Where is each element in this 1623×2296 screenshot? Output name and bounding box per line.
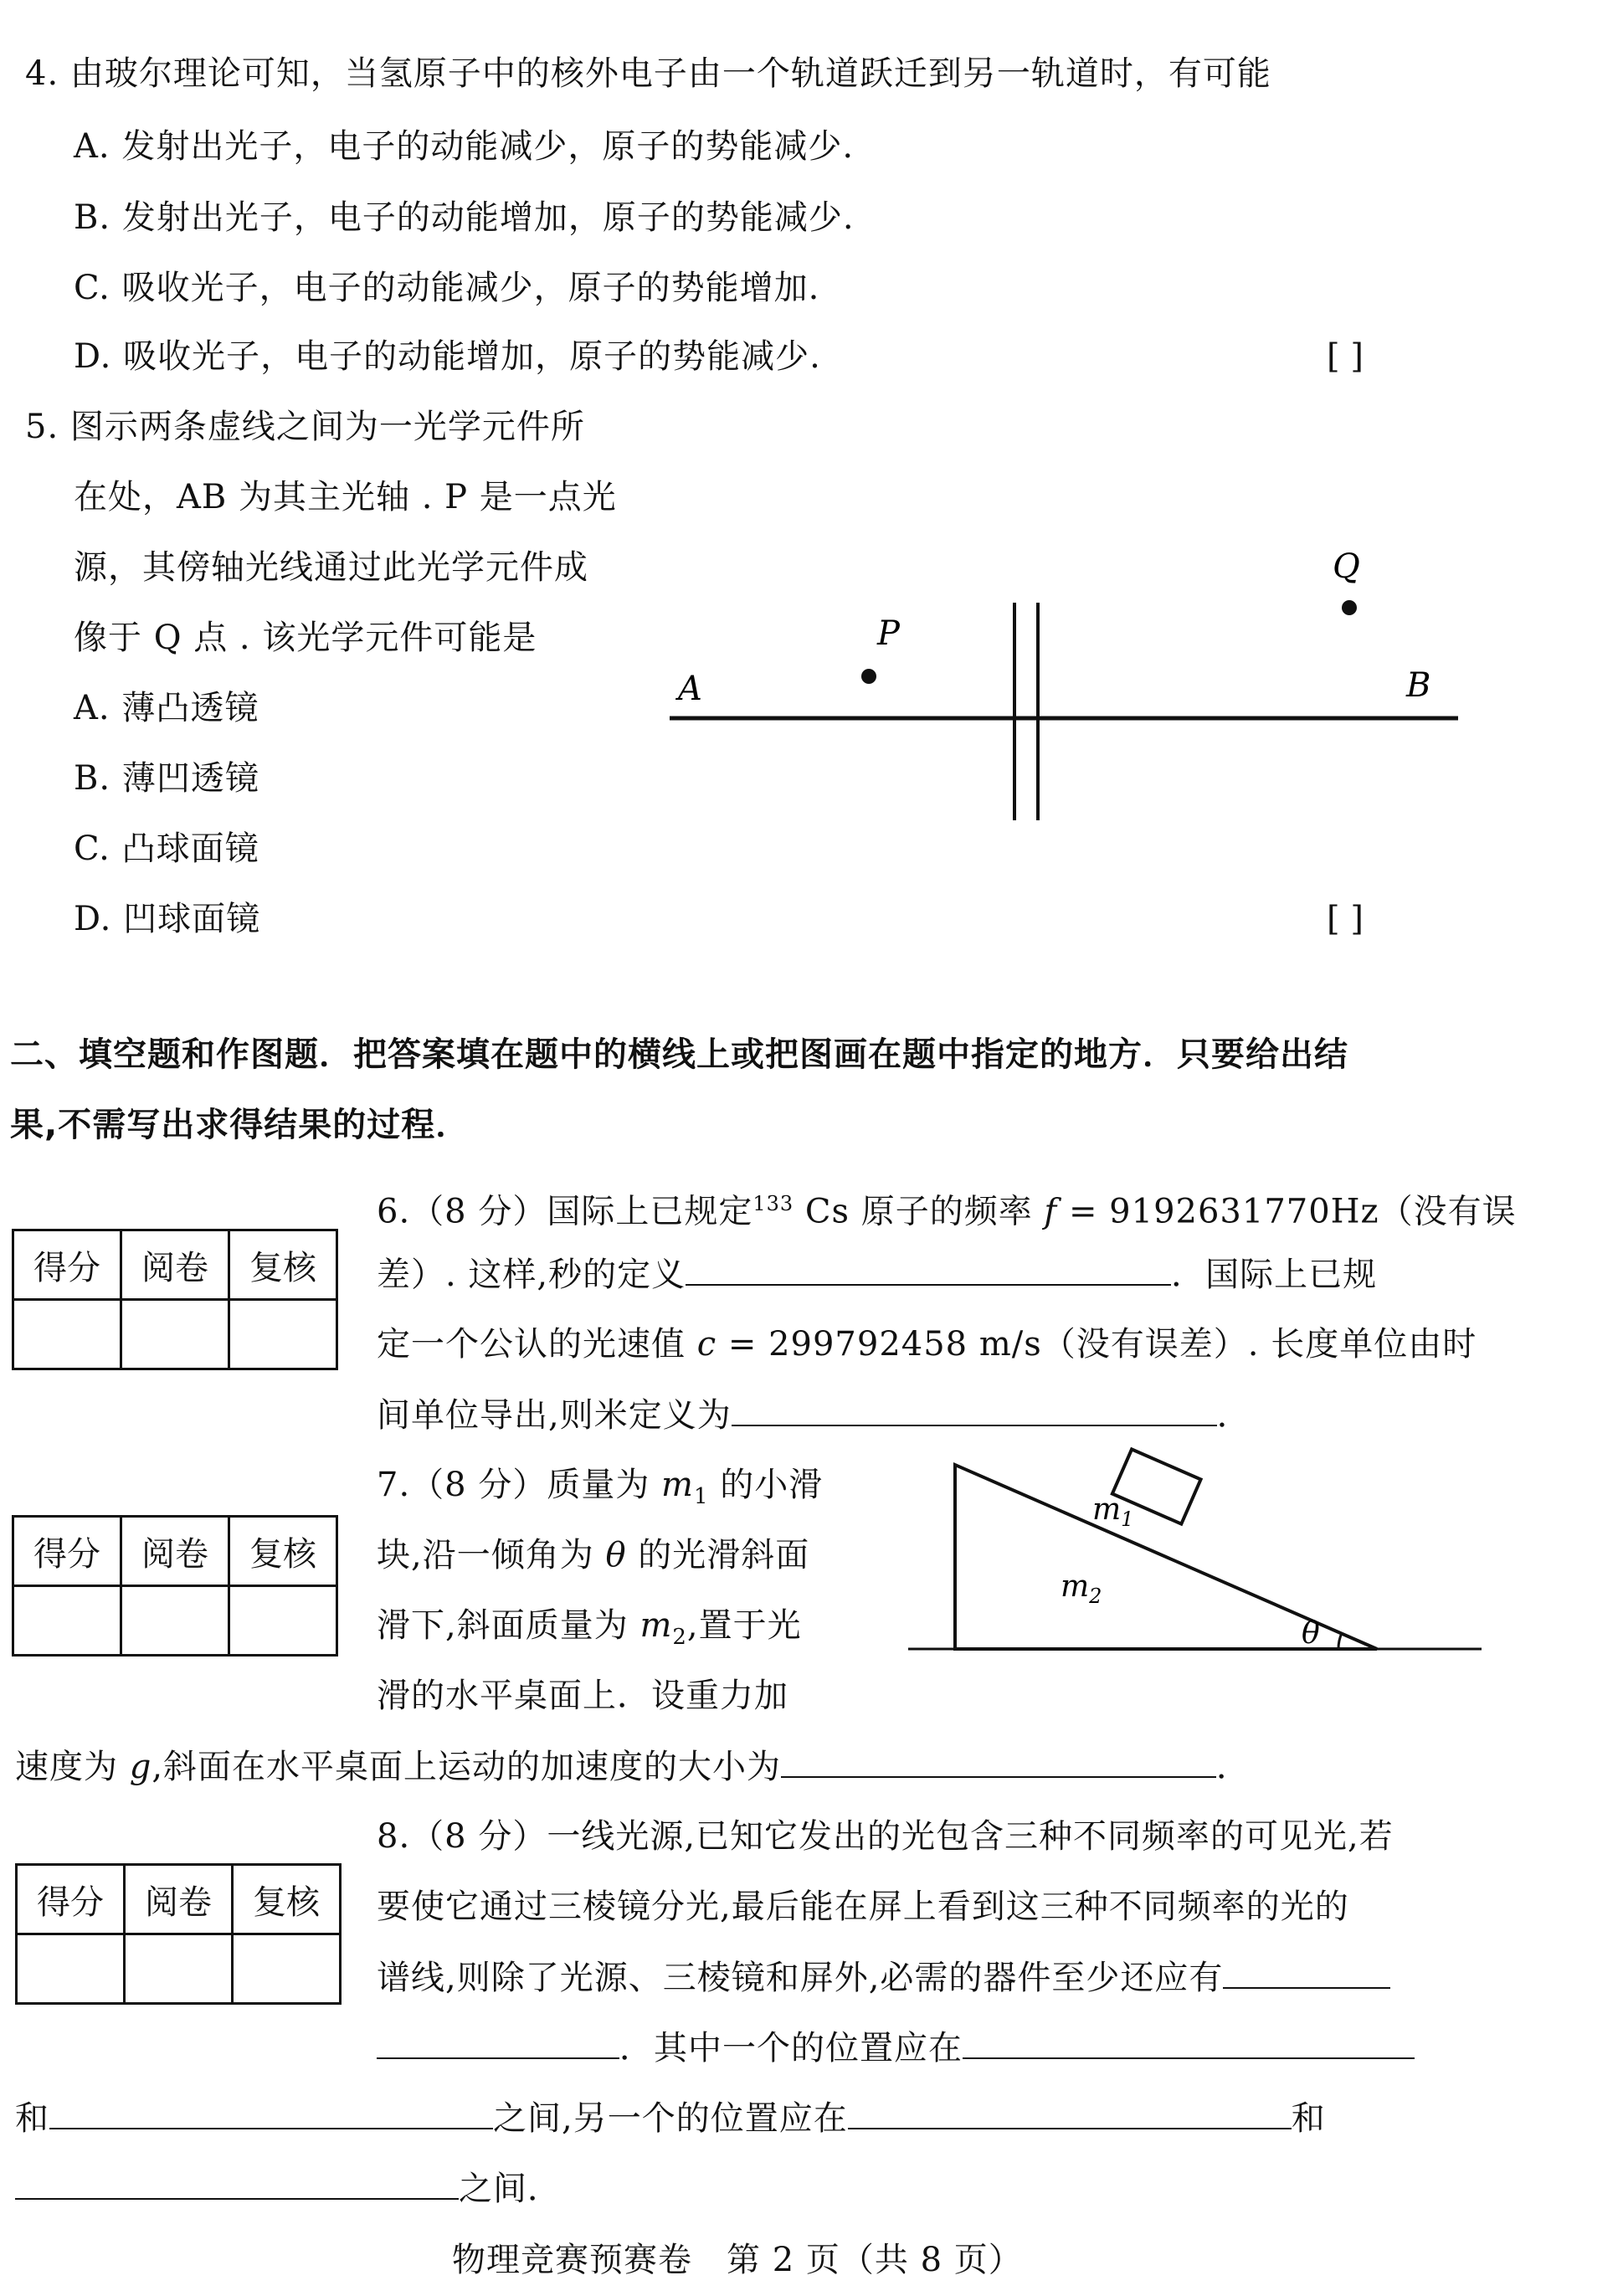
- q5-option-b: B. 薄凹透镜: [74, 759, 259, 798]
- q5-stem-line-1: 5. 图示两条虚线之间为一光学元件所: [25, 408, 585, 446]
- q7-text: ．: [1216, 1748, 1251, 1786]
- label-m2: $m_2$: [1061, 1569, 1102, 1608]
- q7-line-1: [377, 1461, 823, 1520]
- q8-text: 谱线,则除了光源、三棱镜和屏外,必需的器件至少还应有: [377, 1959, 1224, 1997]
- q8-line-6: [15, 2165, 562, 2212]
- q5-option-d: D. 凹球面镜: [74, 900, 261, 938]
- q5-stem-line-3: 源，其傍轴光线通过此光学元件成: [74, 548, 588, 587]
- q6-line-4: [377, 1391, 1251, 1439]
- q8-line-2: 要使它通过三棱镜分光,最后能在屏上看到这三种不同频率的光的: [377, 1888, 1349, 1926]
- q6-text: 定一个公认的光速值: [377, 1325, 697, 1364]
- q5-optics-figure: [653, 536, 1473, 820]
- q5-option-a: A. 薄凸透镜: [74, 689, 259, 727]
- q7-line-2: [377, 1532, 809, 1579]
- q7-line-5: [15, 1743, 1251, 1790]
- q6-symbol-c: c: [696, 1325, 717, 1364]
- q8-text: ．其中一个的位置应在: [619, 2029, 963, 2067]
- q8-text: 和: [1291, 2099, 1326, 2138]
- q6-text: = 299792458 m/s（没有误差）. 长度单位由时: [716, 1325, 1477, 1364]
- page-footer: 物理竞赛预赛卷 第 2 页（共 8 页）: [452, 2241, 1023, 2279]
- checker-cell[interactable]: [229, 1586, 337, 1656]
- q8-line-3: [377, 1954, 1390, 2001]
- score-header: 得分: [17, 1865, 125, 1934]
- label-theta: θ: [1302, 1616, 1320, 1651]
- score-header: 得分: [13, 1230, 121, 1300]
- angle-arc: [1338, 1633, 1342, 1649]
- reviewer-header: 阅卷: [121, 1517, 229, 1586]
- q7-line-3: [377, 1602, 802, 1661]
- label-q: Q: [1333, 547, 1360, 586]
- score-table-q8: [15, 1863, 342, 2005]
- point-q: [1342, 600, 1357, 615]
- score-cell[interactable]: [13, 1586, 121, 1656]
- q6-text: = 9192631770Hz（没有误: [1057, 1192, 1517, 1231]
- q8-text: 之间．: [459, 2170, 562, 2208]
- q7-text: 的小滑: [708, 1466, 824, 1504]
- q7-symbol-m1: m: [661, 1466, 694, 1504]
- q7-incline-figure: [883, 1452, 1486, 1670]
- q4-option-a: A. 发射出光子，电子的动能减少，原子的势能减少.: [74, 127, 855, 166]
- q8-position-1-b-blank[interactable]: [49, 2094, 493, 2129]
- q7-acceleration-blank[interactable]: [781, 1743, 1216, 1778]
- checker-cell[interactable]: [229, 1300, 337, 1369]
- score-table-q6: [12, 1229, 338, 1370]
- q7-text: 块,沿一倾角为: [377, 1536, 606, 1574]
- q7-text: 速度为: [15, 1748, 130, 1786]
- q6-text: 6.（8 分）国际上已规定: [377, 1192, 753, 1231]
- q6-text: ．国际上已规: [1171, 1256, 1378, 1294]
- reviewer-header: 阅卷: [125, 1865, 233, 1934]
- q4-answer-bracket[interactable]: [ ]: [1327, 337, 1364, 376]
- q8-line-1: 8.（8 分）一线光源,已知它发出的光包含三种不同频率的可见光,若: [377, 1817, 1394, 1856]
- q7-text: 的光滑斜面: [626, 1536, 810, 1574]
- q7-symbol-g: g: [129, 1748, 152, 1786]
- q7-symbol-m2: m: [639, 1606, 673, 1645]
- q6-line-2: [377, 1251, 1377, 1298]
- q6-isotope: 133: [752, 1192, 794, 1215]
- q5-stem-line-4: 像于 Q 点 . 该光学元件可能是: [74, 619, 537, 657]
- q6-text: ．: [1216, 1396, 1251, 1435]
- score-header: 得分: [13, 1517, 121, 1586]
- score-cell[interactable]: [13, 1300, 121, 1369]
- q7-symbol-theta: θ: [605, 1536, 627, 1574]
- q6-text: Cs 原子的频率: [794, 1192, 1045, 1231]
- q4-option-b: B. 发射出光子，电子的动能增加，原子的势能减少.: [74, 198, 855, 237]
- reviewer-cell[interactable]: [121, 1586, 229, 1656]
- section2-heading-line-2: 果,不需写出求得结果的过程．: [10, 1106, 470, 1144]
- q4-option-d: D. 吸收光子，电子的动能增加，原子的势能减少.: [74, 337, 821, 376]
- checker-cell[interactable]: [233, 1934, 341, 2004]
- q5-option-c: C. 凸球面镜: [74, 830, 259, 868]
- q6-symbol-f: f: [1044, 1192, 1058, 1231]
- q6-meter-definition-blank[interactable]: [732, 1391, 1217, 1426]
- checker-header: 复核: [233, 1865, 341, 1934]
- q7-text: ,斜面在水平桌面上运动的加速度的大小为: [152, 1748, 782, 1786]
- q7-subscript: 2: [672, 1625, 687, 1650]
- label-b: B: [1406, 666, 1431, 705]
- q6-text: 间单位导出,则米定义为: [377, 1396, 732, 1435]
- q7-text: 7.（8 分）质量为: [377, 1466, 662, 1504]
- q4-option-c: C. 吸收光子，电子的动能减少，原子的势能增加.: [74, 269, 820, 307]
- q6-line-1: [377, 1180, 1517, 1235]
- q8-devices-blank-cont[interactable]: [377, 2024, 619, 2059]
- label-a: A: [678, 670, 702, 708]
- q8-devices-blank[interactable]: [1223, 1954, 1390, 1989]
- label-p: P: [877, 614, 900, 653]
- q5-stem-line-2: 在处，AB 为其主光轴 . P 是一点光: [74, 478, 617, 516]
- reviewer-cell[interactable]: [125, 1934, 233, 2004]
- q8-line-5: [15, 2094, 1326, 2142]
- label-m1: $m_1$: [1092, 1492, 1134, 1531]
- reviewer-header: 阅卷: [121, 1230, 229, 1300]
- q8-position-1-a-blank[interactable]: [963, 2024, 1415, 2059]
- q5-answer-bracket[interactable]: [ ]: [1327, 900, 1364, 938]
- score-table-q7: [12, 1515, 338, 1657]
- q7-text: 滑下,斜面质量为: [377, 1606, 640, 1645]
- point-p: [861, 669, 876, 684]
- q7-line-4: 滑的水平桌面上．设重力加: [377, 1677, 788, 1715]
- q7-subscript: 1: [693, 1484, 709, 1509]
- q8-text: 之间,另一个的位置应在: [493, 2099, 848, 2138]
- checker-header: 复核: [229, 1230, 337, 1300]
- q8-line-4: [377, 2024, 1415, 2072]
- q7-text: ,置于光: [686, 1606, 802, 1645]
- reviewer-cell[interactable]: [121, 1300, 229, 1369]
- q8-text: 和: [15, 2099, 49, 2138]
- checker-header: 复核: [229, 1517, 337, 1586]
- score-cell[interactable]: [17, 1934, 125, 2004]
- q8-position-2-a-blank[interactable]: [848, 2094, 1292, 2129]
- q8-position-2-b-blank[interactable]: [15, 2165, 459, 2200]
- section2-heading-line-1: 二、填空题和作图题．把答案填在题中的横线上或把图画在题中指定的地方．只要给出结: [10, 1035, 1348, 1074]
- q6-line-3: [377, 1321, 1477, 1368]
- q6-second-definition-blank[interactable]: [686, 1251, 1171, 1286]
- q4-stem: 4. 由玻尔理论可知，当氢原子中的核外电子由一个轨道跃迁到另一轨道时，有可能: [25, 54, 1271, 93]
- q6-text: 差）. 这样,秒的定义: [377, 1256, 686, 1294]
